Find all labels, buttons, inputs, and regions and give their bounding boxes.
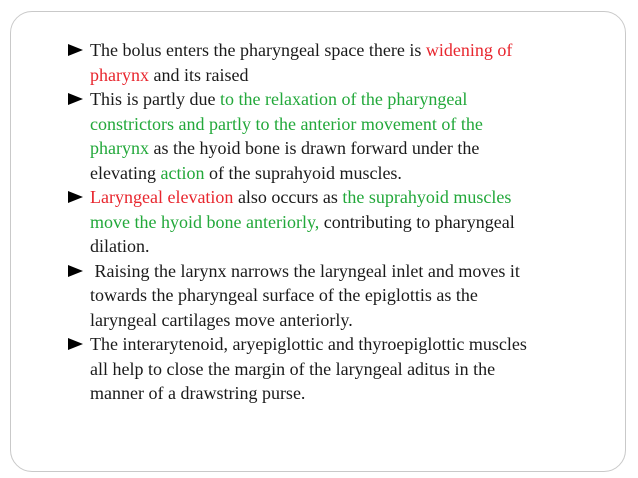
right-triangle-icon [68,265,83,277]
bullet-line: all help to close the margin of the laryngeal aditus in the [90,358,496,379]
bullet-line: elevating action of the suprahyoid muscles. [90,162,402,183]
bullet-line: dilation. [90,236,150,256]
right-triangle-icon [68,191,83,203]
bullet-line: laryngeal cartilages move anteriorly. [90,309,353,330]
bullet-item [68,259,616,333]
right-triangle-icon [68,44,83,56]
right-triangle-icon [68,338,83,350]
bullet-list [68,38,616,406]
bullet-line: Laryngeal elevation also occurs as the suprahyoid muscles [90,187,512,207]
bullet-line: manner of a drawstring purse. [90,383,306,403]
bullet-line: towards the pharyngeal surface of the epiglottis as the [90,285,478,305]
right-triangle-icon [68,93,83,105]
bullet-item [68,38,616,87]
bullet-item [68,332,616,406]
bullet-item [68,87,616,185]
bullet-line: The interarytenoid, aryepiglottic and thyroepiglottic muscles [90,334,527,354]
bullet-line: This is partly due to the relaxation of the pharyngeal [90,89,468,109]
bullet-line: The bolus enters the pharyngeal space there is widening of [90,40,513,60]
bullet-line: pharynx and its raised [90,64,249,85]
bullet-item [68,185,616,259]
bullet-line: pharynx as the hyoid bone is drawn forward under the [90,138,480,158]
bullet-line: move the hyoid bone anteriorly, contributing to pharyngeal [90,211,515,232]
bullet-line: Raising the larynx narrows the laryngeal inlet and moves it [90,260,520,281]
bullet-line: constrictors and partly to the anterior movement of the [90,113,483,134]
